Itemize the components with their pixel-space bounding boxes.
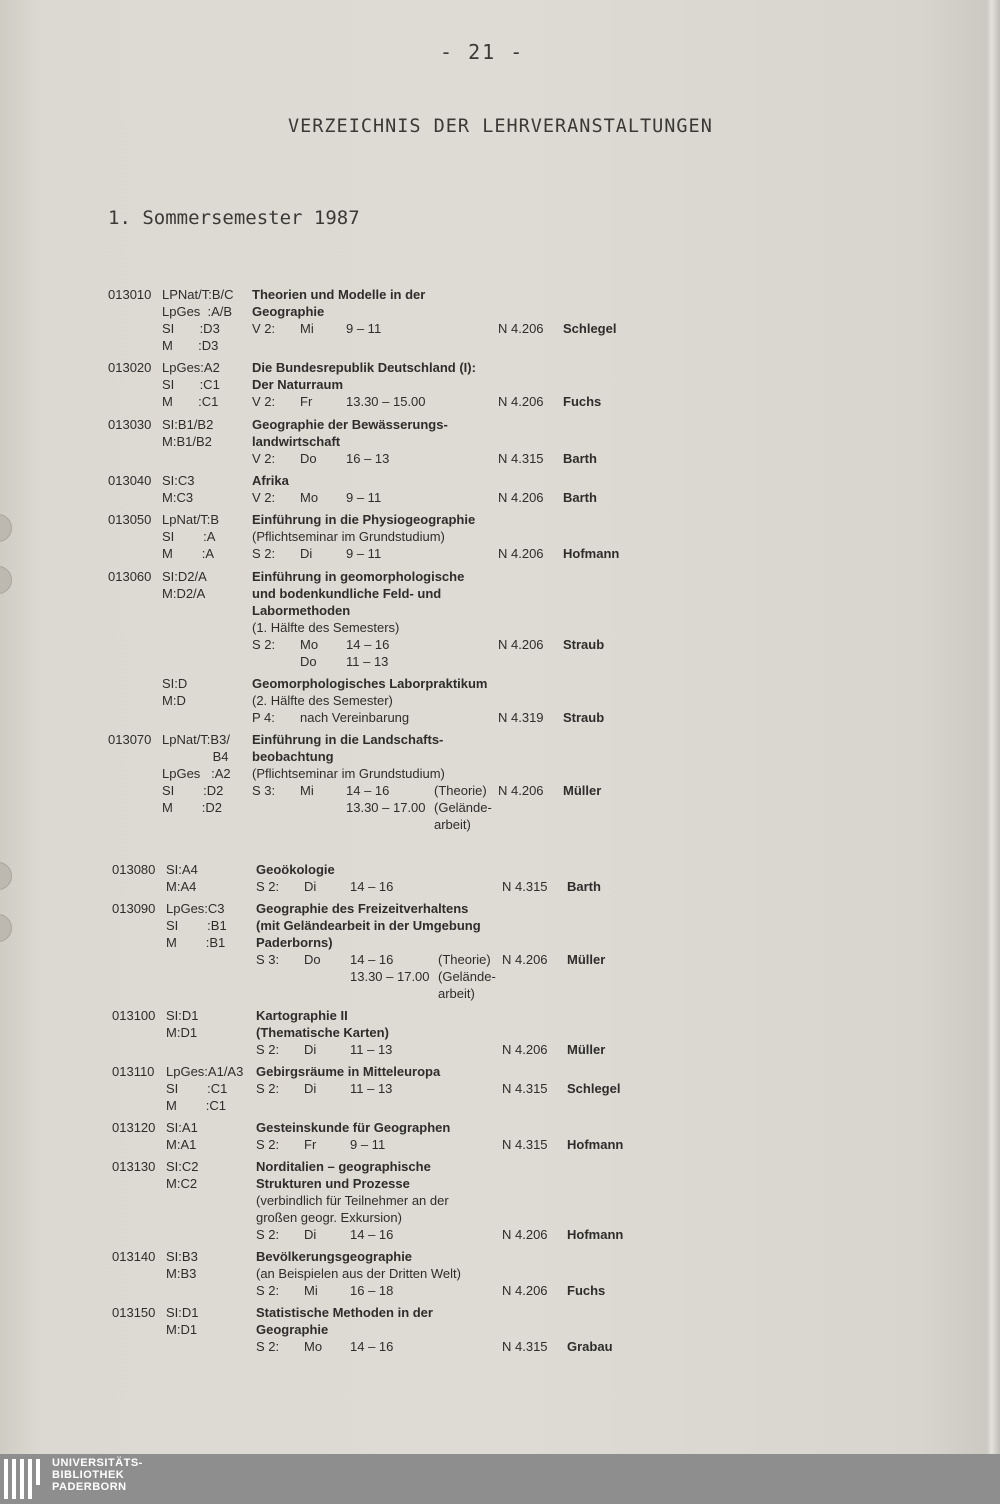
course-time: 14 – 16 <box>350 952 394 967</box>
course-code: SI :D2 <box>162 783 224 798</box>
page-title: VERZEICHNIS DER LEHRVERANSTALTUNGEN <box>288 116 713 137</box>
course-time: 9 – 11 <box>346 546 382 561</box>
course-room: N 4.315 <box>502 1081 548 1096</box>
footer-line-3: PADERBORN <box>52 1481 127 1493</box>
course-code: M:C3 <box>162 490 194 505</box>
course-type: S 2: <box>256 879 280 894</box>
course-time: 13.30 – 17.00 <box>350 969 430 984</box>
course-desc: Gebirgsräume in Mitteleuropa <box>256 1064 441 1079</box>
course-day: Do <box>300 654 317 669</box>
course-teacher: Hofmann <box>563 546 620 561</box>
course-teacher: Barth <box>563 451 597 466</box>
course-type: V 2: <box>252 321 276 336</box>
punch-hole <box>0 862 12 890</box>
course-teacher: Barth <box>563 490 597 505</box>
course-id: 013080 <box>112 862 156 877</box>
punch-hole <box>0 914 12 942</box>
course-day: Mo <box>300 490 319 505</box>
course-type: P 4: <box>252 710 275 725</box>
course-code: M :A <box>162 546 215 561</box>
course-day: Di <box>304 1042 317 1057</box>
course-desc: (Pflichtseminar im Grundstudium) <box>252 529 445 544</box>
course-code: M :B1 <box>166 935 226 950</box>
course-room: N 4.315 <box>502 1137 548 1152</box>
course-room: N 4.315 <box>502 1339 548 1354</box>
course-teacher: Müller <box>567 952 606 967</box>
course-type: V 2: <box>252 451 276 466</box>
course-id: 013020 <box>108 360 152 375</box>
course-id: 013040 <box>108 473 152 488</box>
course-id: 013130 <box>112 1159 156 1174</box>
course-code: SI :D3 <box>162 321 220 336</box>
course-desc: Einführung in geomorphologische <box>252 569 465 584</box>
course-room: N 4.206 <box>502 952 548 967</box>
course-code: M :D3 <box>162 338 219 353</box>
course-id: 013120 <box>112 1120 156 1135</box>
course-room: N 4.315 <box>502 879 548 894</box>
course-code: SI:D <box>162 676 188 691</box>
course-extra: (Gelände- <box>438 969 496 984</box>
course-code: M:D <box>162 693 186 708</box>
course-id: 013010 <box>108 287 152 302</box>
course-desc: Kartographie II <box>256 1008 348 1023</box>
course-time: 11 – 13 <box>350 1042 393 1057</box>
course-extra: (Theorie) <box>434 783 487 798</box>
semester-heading: 1. Sommersemester 1987 <box>108 207 360 229</box>
course-room: N 4.206 <box>498 637 544 652</box>
course-room: N 4.206 <box>498 321 544 336</box>
course-desc: (verbindlich für Teilnehmer an der <box>256 1193 449 1208</box>
course-teacher: Fuchs <box>567 1283 606 1298</box>
course-room: N 4.206 <box>502 1042 548 1057</box>
course-desc: Labormethoden <box>252 603 351 618</box>
course-type: S 2: <box>252 637 276 652</box>
course-room: N 4.206 <box>502 1283 548 1298</box>
course-day: Di <box>304 879 317 894</box>
course-desc: Afrika <box>252 473 289 488</box>
course-desc: Bevölkerungsgeographie <box>256 1249 413 1264</box>
course-desc: und bodenkundliche Feld- und <box>252 586 442 601</box>
course-teacher: Schlegel <box>563 321 617 336</box>
course-code: LPNat/T:B/C <box>162 287 234 302</box>
course-code: M:D2/A <box>162 586 206 601</box>
course-teacher: Müller <box>563 783 602 798</box>
course-day: Di <box>304 1081 317 1096</box>
course-teacher: Straub <box>563 710 605 725</box>
course-code: B4 <box>162 749 229 764</box>
course-time: 14 – 16 <box>350 1227 394 1242</box>
course-day: Fr <box>304 1137 317 1152</box>
course-teacher: Hofmann <box>567 1227 624 1242</box>
course-desc: Strukturen und Prozesse <box>256 1176 410 1191</box>
course-teacher: Schlegel <box>567 1081 621 1096</box>
course-code: LpGes :A2 <box>162 766 231 781</box>
course-day: Di <box>300 546 313 561</box>
footer-line-2: BIBLIOTHEK <box>52 1469 125 1481</box>
course-desc: Geographie des Freizeitverhaltens <box>256 901 469 916</box>
course-code: SI:B1/B2 <box>162 417 214 432</box>
course-id: 013100 <box>112 1008 156 1023</box>
course-teacher: Fuchs <box>563 394 602 409</box>
course-type: S 2: <box>256 1227 280 1242</box>
course-teacher: Straub <box>563 637 605 652</box>
course-code: SI:A1 <box>166 1120 198 1135</box>
course-desc: Paderborns) <box>256 935 333 950</box>
course-code: SI :A <box>162 529 216 544</box>
course-desc: Theorien und Modelle in der <box>252 287 426 302</box>
course-day: Mo <box>304 1339 323 1354</box>
course-time: 9 – 11 <box>350 1137 386 1152</box>
course-code: M:B1/B2 <box>162 434 212 449</box>
course-desc: großen geogr. Exkursion) <box>256 1210 402 1225</box>
course-id: 013070 <box>108 732 152 747</box>
course-time: 9 – 11 <box>346 490 382 505</box>
course-id: 013060 <box>108 569 152 584</box>
library-logo-icon <box>4 1459 46 1499</box>
course-desc: (2. Hälfte des Semester) <box>252 693 393 708</box>
course-code: SI:C3 <box>162 473 195 488</box>
course-day: Mi <box>300 783 314 798</box>
course-time: 16 – 18 <box>350 1283 394 1298</box>
course-desc: Statistische Methoden in der <box>256 1305 433 1320</box>
punch-hole <box>0 514 12 542</box>
course-desc: Gesteinskunde für Geographen <box>256 1120 451 1135</box>
course-desc: Geographie <box>256 1322 329 1337</box>
course-code: SI :B1 <box>166 918 227 933</box>
course-teacher: Hofmann <box>567 1137 624 1152</box>
course-code: M:A1 <box>166 1137 197 1152</box>
course-extra: arbeit) <box>434 817 471 832</box>
course-desc: Die Bundesrepublik Deutschland (I): <box>252 360 476 375</box>
course-desc: Einführung in die Landschafts- <box>252 732 444 747</box>
course-extra: (Gelände- <box>434 800 492 815</box>
course-code: LpGes:A1/A3 <box>166 1064 244 1079</box>
page-number: - 21 - <box>440 40 525 64</box>
course-code: SI:D1 <box>166 1305 199 1320</box>
course-code: LpGes:C3 <box>166 901 225 916</box>
course-time: 14 – 16 <box>350 879 394 894</box>
course-day: nach Vereinbarung <box>300 710 410 725</box>
course-code: SI:C2 <box>166 1159 199 1174</box>
course-code: SI:D1 <box>166 1008 199 1023</box>
course-code: M:D1 <box>166 1025 198 1040</box>
page-edge <box>986 0 1000 1454</box>
course-code: SI :C1 <box>166 1081 228 1096</box>
course-desc: Geoökologie <box>256 862 335 877</box>
course-code: M:A4 <box>166 879 197 894</box>
course-code: M :C1 <box>162 394 219 409</box>
course-type: S 3: <box>252 783 276 798</box>
course-extra: (Theorie) <box>438 952 491 967</box>
course-desc: (Thematische Karten) <box>256 1025 389 1040</box>
course-desc: (Pflichtseminar im Grundstudium) <box>252 766 445 781</box>
course-day: Mi <box>304 1283 318 1298</box>
course-desc: (an Beispielen aus der Dritten Welt) <box>256 1266 461 1281</box>
course-day: Mi <box>300 321 314 336</box>
course-code: SI:B3 <box>166 1249 198 1264</box>
course-type: S 2: <box>256 1283 280 1298</box>
course-desc: (mit Geländearbeit in der Umgebung <box>256 918 481 933</box>
course-id: 013140 <box>112 1249 156 1264</box>
course-desc: Einführung in die Physiogeographie <box>252 512 476 527</box>
course-time: 11 – 13 <box>350 1081 393 1096</box>
course-desc: beobachtung <box>252 749 334 764</box>
library-footer <box>0 1454 1000 1504</box>
course-code: M :C1 <box>166 1098 226 1113</box>
course-type: S 3: <box>256 952 280 967</box>
course-desc: Geomorphologisches Laborpraktikum <box>252 676 488 691</box>
course-day: Do <box>304 952 321 967</box>
course-time: 14 – 16 <box>350 1339 394 1354</box>
course-id: 013030 <box>108 417 152 432</box>
course-type: S 2: <box>256 1081 280 1096</box>
course-desc: Der Naturraum <box>252 377 344 392</box>
course-type: V 2: <box>252 394 276 409</box>
course-code: LpNat/T:B3/ <box>162 732 230 747</box>
course-day: Do <box>300 451 317 466</box>
course-code: SI:A4 <box>166 862 198 877</box>
course-room: N 4.206 <box>498 490 544 505</box>
course-time: 13.30 – 17.00 <box>346 800 426 815</box>
course-desc: Norditalien – geographische <box>256 1159 431 1174</box>
course-extra: arbeit) <box>438 986 475 1001</box>
course-room: N 4.315 <box>498 451 544 466</box>
course-id: 013110 <box>112 1064 155 1079</box>
course-type: S 2: <box>256 1339 280 1354</box>
course-type: S 2: <box>256 1042 280 1057</box>
course-room: N 4.206 <box>498 783 544 798</box>
course-room: N 4.319 <box>498 710 544 725</box>
course-code: M:D1 <box>166 1322 198 1337</box>
course-room: N 4.206 <box>498 394 544 409</box>
course-day: Fr <box>300 394 313 409</box>
course-desc: Geographie der Bewässerungs- <box>252 417 448 432</box>
course-type: V 2: <box>252 490 276 505</box>
course-room: N 4.206 <box>502 1227 548 1242</box>
course-time: 13.30 – 15.00 <box>346 394 426 409</box>
course-time: 11 – 13 <box>346 654 389 669</box>
course-code: LpGes:A2 <box>162 360 220 375</box>
course-time: 14 – 16 <box>346 637 390 652</box>
course-day: Mo <box>300 637 319 652</box>
course-code: M :D2 <box>162 800 222 815</box>
punch-hole <box>0 566 12 594</box>
course-id: 013050 <box>108 512 152 527</box>
course-code: SI :C1 <box>162 377 220 392</box>
course-id: 013090 <box>112 901 156 916</box>
course-code: LpNat/T:B <box>162 512 220 527</box>
course-code: LpGes :A/B <box>162 304 233 319</box>
course-teacher: Grabau <box>567 1339 613 1354</box>
course-id: 013150 <box>112 1305 156 1320</box>
course-desc: (1. Hälfte des Semesters) <box>252 620 400 635</box>
course-code: SI:D2/A <box>162 569 207 584</box>
course-code: M:B3 <box>166 1266 197 1281</box>
course-day: Di <box>304 1227 317 1242</box>
course-teacher: Barth <box>567 879 601 894</box>
course-type: S 2: <box>256 1137 280 1152</box>
course-desc: landwirtschaft <box>252 434 341 449</box>
course-teacher: Müller <box>567 1042 606 1057</box>
course-desc: Geographie <box>252 304 325 319</box>
course-room: N 4.206 <box>498 546 544 561</box>
course-code: M:C2 <box>166 1176 198 1191</box>
course-time: 14 – 16 <box>346 783 390 798</box>
course-time: 9 – 11 <box>346 321 382 336</box>
course-type: S 2: <box>252 546 276 561</box>
footer-line-1: UNIVERSITÄTS- <box>52 1457 143 1469</box>
course-time: 16 – 13 <box>346 451 390 466</box>
